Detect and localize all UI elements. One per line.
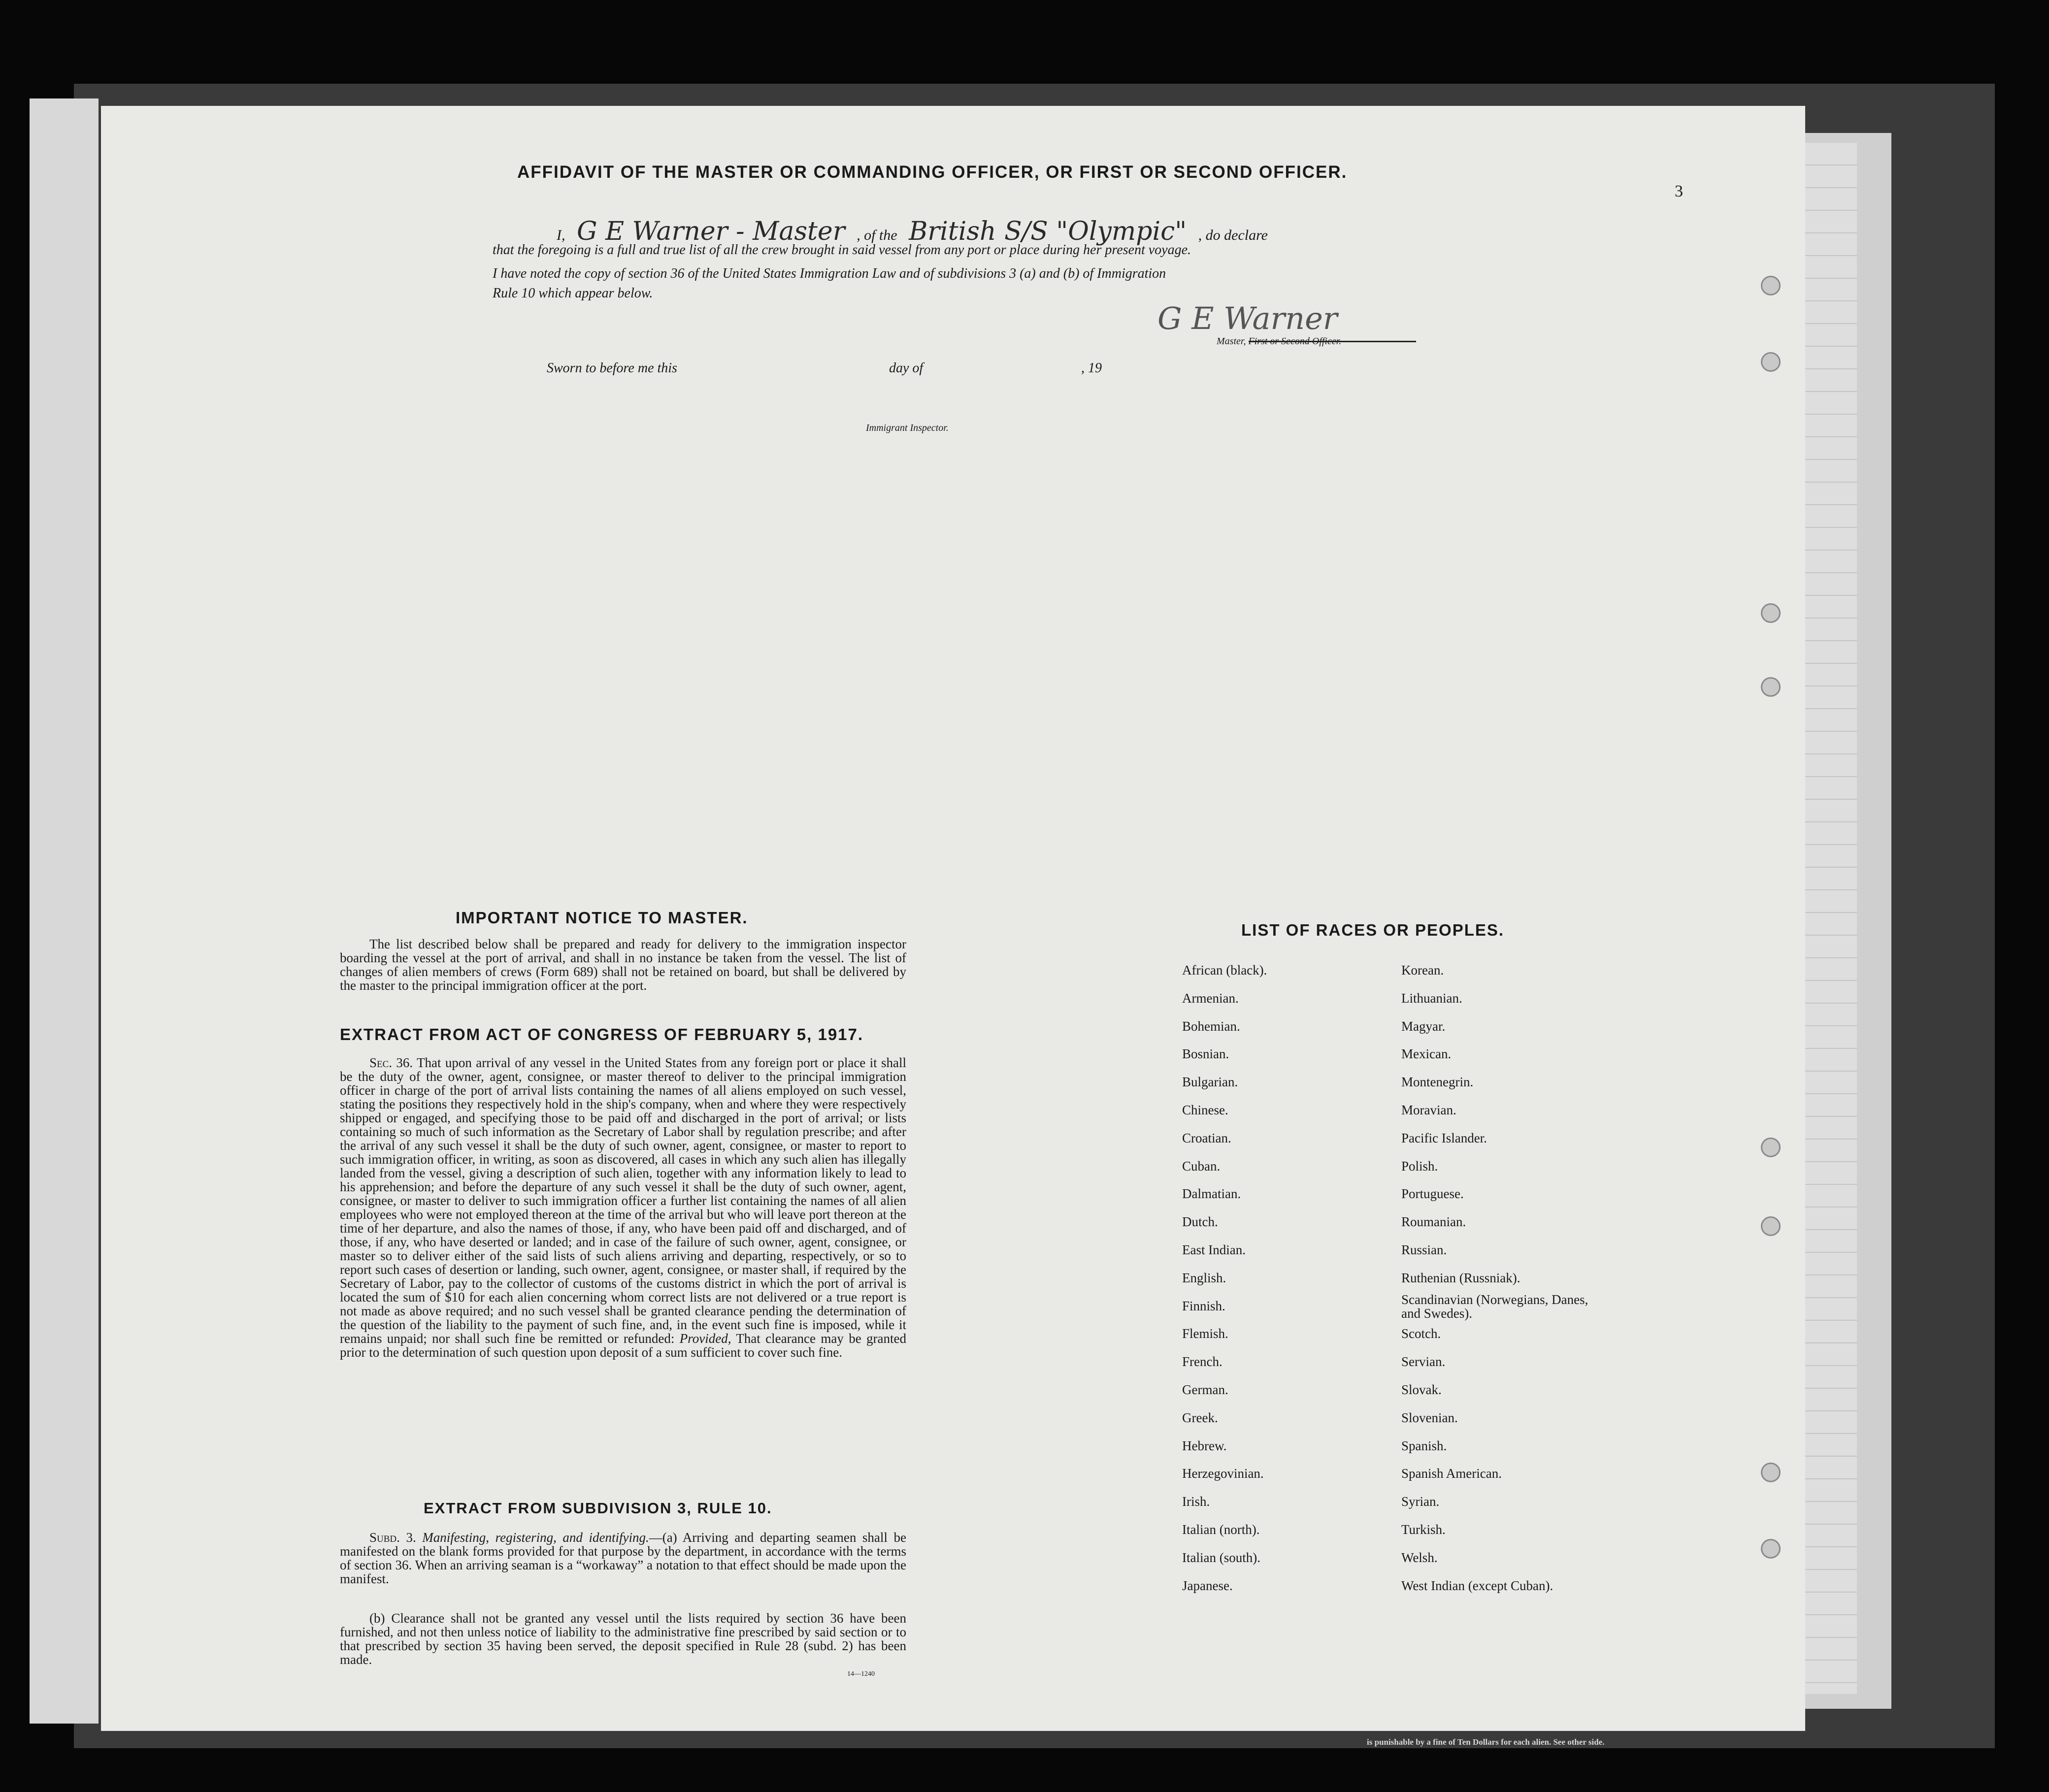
race-item: Bohemian. [1182, 1019, 1240, 1034]
binder-hole [1761, 1216, 1781, 1236]
master-name-handwritten: G E Warner - Master [577, 217, 845, 246]
race-item: Welsh. [1401, 1550, 1438, 1565]
race-item: Ruthenian (Russniak). [1401, 1271, 1520, 1285]
race-item: Servian. [1401, 1354, 1446, 1369]
race-item: Portuguese. [1401, 1186, 1464, 1201]
bottom-note: is punishable by a fine of Ten Dollars for each alien. See other side. [1367, 1737, 1605, 1747]
race-item: West Indian (except Cuban). [1401, 1578, 1553, 1593]
race-item: Magyar. [1401, 1019, 1446, 1034]
race-item: Herzegovinian. [1182, 1466, 1264, 1481]
race-item: Italian (north). [1182, 1522, 1260, 1537]
race-item: Bosnian. [1182, 1046, 1229, 1061]
sworn-year: , 19 [1081, 360, 1102, 376]
race-item: Slovak. [1401, 1382, 1442, 1397]
race-item: German. [1182, 1382, 1228, 1397]
affidavit-prefix: I, [557, 227, 565, 243]
sworn-text: Sworn to before me this [547, 360, 677, 376]
race-item: Bulgarian. [1182, 1075, 1238, 1089]
race-item: Dutch. [1182, 1214, 1218, 1229]
race-item: East Indian. [1182, 1242, 1246, 1257]
notice-body: The list described below shall be prepared and ready for delivery to the immigration inspector boarding the vessel at the port of arrival, and shall in no instance be taken from the vessel. The list of changes of alien members of crews (Form 689) shall not be retained on board, but shall be delivered by the master to the principal immigration officer at the port. [340, 937, 906, 993]
provided-label: Provided, [679, 1331, 731, 1346]
form-number: 14—1240 [847, 1670, 875, 1678]
races-list [1182, 963, 1625, 1603]
race-item: Flemish. [1182, 1326, 1228, 1341]
race-item: Mexican. [1401, 1046, 1452, 1061]
race-item: Italian (south). [1182, 1550, 1260, 1565]
race-item: Hebrew. [1182, 1438, 1227, 1453]
race-item: Scandinavian (Norwegians, Danes, and Swedes). [1401, 1292, 1588, 1321]
affidavit-line-1 [557, 217, 1268, 246]
section-36-text-end: That clearance may be granted prior to the determination of such question upon deposit of a sum sufficient to cover such fine. [340, 1331, 906, 1360]
race-item: Korean. [1401, 963, 1444, 977]
race-item: English. [1182, 1271, 1226, 1285]
affidavit-title: AFFIDAVIT OF THE MASTER OR COMMANDING OFFICER, OR FIRST OR SECOND OFFICER. [517, 163, 1348, 182]
race-item: Lithuanian. [1401, 991, 1462, 1006]
notice-title: IMPORTANT NOTICE TO MASTER. [456, 909, 748, 927]
subdivision-label: Subd. 3. [369, 1530, 416, 1545]
race-item: Cuban. [1182, 1159, 1221, 1173]
race-item: Armenian. [1182, 991, 1239, 1006]
race-item: Polish. [1401, 1159, 1438, 1173]
affidavit-do-declare: , do declare [1198, 227, 1268, 243]
extract-act-title: EXTRACT FROM ACT OF CONGRESS OF FEBRUARY 5, 1917. [340, 1025, 864, 1043]
race-item: Pacific Islander. [1401, 1131, 1487, 1145]
race-item: Scotch. [1401, 1326, 1441, 1341]
race-item: Syrian. [1401, 1494, 1440, 1509]
race-item: Chinese. [1182, 1103, 1228, 1117]
strike-through-line [1249, 341, 1416, 342]
margin-page-number: 3 [1675, 182, 1683, 200]
subdivision-heading: Manifesting, registering, and identifying. [422, 1530, 649, 1545]
race-item: Japanese. [1182, 1578, 1233, 1593]
master-signature: G E Warner [1157, 300, 1338, 336]
binder-hole [1761, 1138, 1781, 1157]
race-item: Croatian. [1182, 1131, 1231, 1145]
extract-rule-para-b: (b) Clearance shall not be granted any vessel until the lists required by section 36 have been furnished, and not then unless notice of liability to the administrative fine prescribed by said section or to that prescribed by section 35 having been served, the deposit specified in Rule 28 (subd. 2) has been made. [340, 1611, 906, 1667]
para-a-text: —(a) Arriving and departing seamen shall be manifested on the blank forms provided for that purpose by the department, in accordance with the terms of section 36. When an arriving seaman is a “workaway” a notation to that effect should be made upon the manifest. [340, 1530, 906, 1586]
binder-hole [1761, 677, 1781, 697]
affidavit-line-3: I have noted the copy of section 36 of the United States Immigration Law and of subdivisions 3 (a) and (b) of Immigration [493, 266, 1166, 281]
races-title: LIST OF RACES OR PEOPLES. [1241, 921, 1505, 939]
race-item: Moravian. [1401, 1103, 1456, 1117]
binder-hole [1761, 603, 1781, 623]
race-item: Spanish. [1401, 1438, 1447, 1453]
race-item: Slovenian. [1401, 1410, 1458, 1425]
binder-hole [1761, 1539, 1781, 1559]
race-item: Spanish American. [1401, 1466, 1502, 1481]
section-36-text: That upon arrival of any vessel in the United States from any foreign port or place it shall be the duty of the owner, agent, consignee, or master thereof to deliver to the principal immigration officer in charge of the port of arrival lists containing the names of all aliens employed on such vessel, stating the positions they respectively hold in the ship's company, when and where they were respectively shipped or engaged, and specifying those to be paid off and discharged in the port of arrival; or lists containing so much of such information as the Secretary of Labor shall by regulation prescribe; and after the arrival of any such vessel it shall be the duty of such owner, agent, consignee, or master to report to such immigration officer, in writing, as soon as discovered, all cases in which any such alien has illegally landed from the vessel, giving a description of such alien, together with any information likely to lead to his apprehension; and before the departure of any such vessel it shall be the duty of such owner, agent, consignee, or master to deliver to such immigration officer a further list containing the names of all alien employees who were not employed thereon at the time of the arrival but who will leave port thereon at the time of her departure, and also the names of those, if any, who have been paid off and discharged, and of those, if any, who have deserted or landed; and in case of the failure of such owner, agent, consignee, or master so to deliver either of the said lists of such aliens arriving and departing, respectively, or so to report such cases of desertion or landing, such owner, agent, consignee, or master shall, if required by the Secretary of Labor, pay to the collector of customs of the customs district in which the port of arrival is located the sum of $10 for each alien concerning whom correct lists are not delivered or a true report is not made as above required; and no such vessel shall be granted clearance pending the determination of the question of the liability to the payment of such fine, and, in the event such fine is imposed, while it remains unpaid; nor shall such fine be remitted or refunded: [340, 1055, 907, 1346]
affidavit-line-2: that the foregoing is a full and true list of all the crew brought in said vessel from any port or place during her present voyage. [493, 242, 1191, 258]
race-item: French. [1182, 1354, 1223, 1369]
binder-hole [1761, 1463, 1781, 1482]
race-item: Finnish. [1182, 1299, 1225, 1313]
race-item: African (black). [1182, 963, 1267, 977]
sworn-day-of: day of [889, 360, 924, 376]
race-item: Irish. [1182, 1494, 1210, 1509]
binding-stub [30, 98, 99, 1724]
binder-hole [1761, 276, 1781, 295]
race-item: Greek. [1182, 1410, 1218, 1425]
extract-act-body [340, 1056, 906, 1359]
inspector-caption: Immigrant Inspector. [866, 423, 949, 433]
vessel-name-handwritten: British S/S "Olympic" [909, 217, 1187, 246]
race-item: Turkish. [1401, 1522, 1446, 1537]
extract-rule-title: EXTRACT FROM SUBDIVISION 3, RULE 10. [424, 1499, 772, 1517]
race-item: Montenegrin. [1401, 1075, 1474, 1089]
affidavit-line-4: Rule 10 which appear below. [493, 286, 653, 301]
race-item: Dalmatian. [1182, 1186, 1241, 1201]
signature-caption: Master, First or Second Officer. [1217, 336, 1342, 347]
extract-rule-para-a [340, 1531, 906, 1586]
binder-hole [1761, 352, 1781, 372]
section-label: Sec. 36. [369, 1055, 413, 1070]
race-item: Roumanian. [1401, 1214, 1466, 1229]
race-item: Russian. [1401, 1242, 1447, 1257]
affidavit-of-the: , of the [857, 227, 897, 243]
